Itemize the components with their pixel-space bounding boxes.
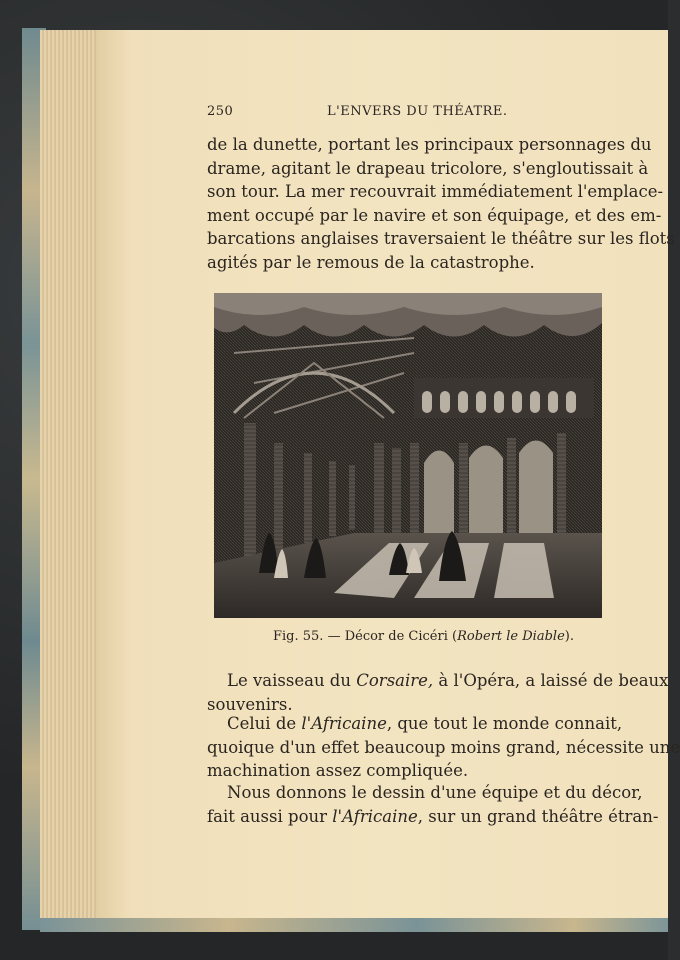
text-line: agités par le remous de la catastrophe. <box>207 252 535 272</box>
text-line: son tour. La mer recouvrait immédiatement l'emplace- <box>207 182 664 201</box>
italic-title: Corsaire, <box>356 671 434 690</box>
engraving-illustration <box>214 293 602 618</box>
running-title: L'ENVERS DU THÉATRE. <box>327 104 508 119</box>
caption-suffix: ). <box>564 629 574 644</box>
text-segment: à l'Opéra, a laissé de beaux <box>433 671 669 690</box>
text-segment: , sur un grand théâtre étran- <box>417 806 659 826</box>
text-line: quoique d'un effet beaucoup moins grand, nécessite une <box>207 737 680 757</box>
text-line: machination assez compliquée. <box>207 761 469 780</box>
text-line <box>207 712 623 736</box>
engraving-figure <box>214 293 602 618</box>
italic-title: l'Africaine <box>332 806 418 826</box>
text-line: barcations anglaises traversaient le théâtre sur les flots <box>207 229 675 248</box>
text-line: Nous donnons le dessin d'une équipe et du décor, <box>227 783 643 802</box>
paragraph-2 <box>207 669 669 716</box>
text-line: de la dunette, portant les principaux personnages du <box>207 135 652 154</box>
text-segment: fait aussi pour <box>207 806 333 826</box>
text-segment: , que tout le monde connait, <box>386 714 623 733</box>
paragraph-4 <box>207 781 659 828</box>
page-header <box>207 104 617 124</box>
text-line: ment occupé par le navire et son équipage, et des em- <box>207 205 662 225</box>
text-segment: Le vaisseau du <box>227 671 357 690</box>
text-line: drame, agitant le drapeau tricolore, s'engloutissait à <box>207 158 649 178</box>
text-line <box>207 805 659 829</box>
caption-italic: Robert le Diable <box>457 629 565 644</box>
paragraph-3 <box>207 712 680 783</box>
caption-text: Fig. 55. — Décor de Cicéri ( <box>273 629 458 644</box>
text-line <box>207 669 669 693</box>
paragraph-1 <box>207 133 675 274</box>
page-number: 250 <box>207 104 234 119</box>
figure-caption <box>273 629 573 644</box>
text-line: souvenirs. <box>207 694 293 714</box>
text-segment: Celui de <box>227 714 302 733</box>
marbled-bottom-edge <box>40 918 668 932</box>
italic-title: l'Africaine <box>301 714 387 733</box>
